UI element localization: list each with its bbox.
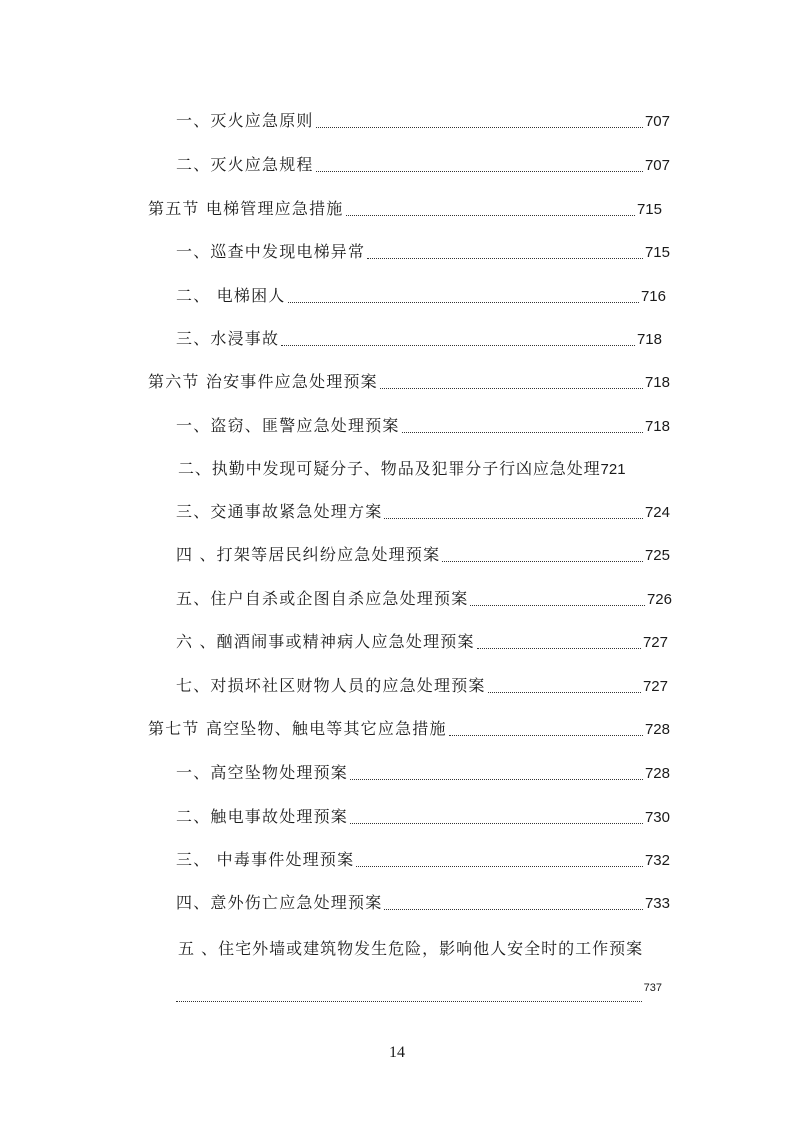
toc-entry-label: 五 、住宅外墙或建筑物发生危险，影响他人安全时的工作预案 xyxy=(178,939,644,958)
toc-entry-page: 725 xyxy=(644,547,670,564)
dot-leader xyxy=(488,691,641,693)
toc-entry-page: 730 xyxy=(644,809,670,826)
toc-entry-page: 718 xyxy=(636,331,662,348)
dot-leader xyxy=(316,126,643,128)
toc-entry-17[interactable] xyxy=(178,936,680,962)
dot-leader xyxy=(288,301,639,303)
dot-leader xyxy=(281,344,635,346)
toc-entry-page: 715 xyxy=(636,201,662,218)
dot-leader xyxy=(176,1000,642,1002)
toc-entry-17-continuation[interactable] xyxy=(176,982,662,1008)
dot-leader xyxy=(350,822,643,824)
toc-entry-14[interactable] xyxy=(176,804,670,830)
toc-entry-5[interactable] xyxy=(176,326,662,352)
dot-leader xyxy=(316,170,643,172)
toc-entry-label: 二、触电事故处理预案 xyxy=(176,807,349,826)
toc-entry-label: 四、意外伤亡应急处理预案 xyxy=(176,893,383,912)
toc-entry-16[interactable] xyxy=(176,890,670,916)
toc-entry-4[interactable] xyxy=(176,283,666,309)
toc-entry-label: 二、执勤中发现可疑分子、物品及犯罪分子行凶应急处理 xyxy=(178,459,601,478)
toc-entry-12[interactable] xyxy=(176,673,668,699)
toc-entry-3[interactable] xyxy=(176,239,670,265)
toc-entry-9[interactable] xyxy=(176,542,670,568)
toc-entry-2[interactable] xyxy=(176,152,670,178)
toc-entry-label: 一、巡查中发现电梯异常 xyxy=(176,242,366,261)
dot-leader xyxy=(380,387,643,389)
toc-entry-label: 三、 中毒事件处理预案 xyxy=(176,850,355,869)
toc-section-7[interactable] xyxy=(148,716,670,742)
toc-entry-page: 732 xyxy=(644,852,670,869)
dot-leader xyxy=(384,517,643,519)
toc-entry-page: 721 xyxy=(600,461,626,478)
toc-entry-label: 三、交通事故紧急处理方案 xyxy=(176,502,383,521)
toc-entry-page: 718 xyxy=(644,374,670,391)
toc-entry-page: 724 xyxy=(644,504,670,521)
dot-leader xyxy=(470,604,645,606)
toc-entry-label: 第六节 治安事件应急处理预案 xyxy=(148,372,378,391)
dot-leader xyxy=(367,257,643,259)
toc-entry-label: 一、盗窃、匪警应急处理预案 xyxy=(176,416,400,435)
toc-entry-7[interactable] xyxy=(178,456,676,482)
dot-leader xyxy=(356,865,643,867)
toc-entry-page: 733 xyxy=(644,895,670,912)
toc-entry-page: 707 xyxy=(644,157,670,174)
toc-entry-label: 二、灭火应急规程 xyxy=(176,155,314,174)
dot-leader xyxy=(346,214,635,216)
dot-leader xyxy=(449,734,643,736)
toc-entry-label: 七、对损坏社区财物人员的应急处理预案 xyxy=(176,676,486,695)
toc-entry-label: 三、水浸事故 xyxy=(176,329,280,348)
dot-leader xyxy=(384,908,643,910)
toc-entry-label: 第七节 高空坠物、触电等其它应急措施 xyxy=(148,719,447,738)
toc-entry-label: 六 、酗酒闹事或精神病人应急处理预案 xyxy=(176,632,475,651)
dot-leader xyxy=(350,778,643,780)
toc-section-5[interactable] xyxy=(148,196,662,222)
toc-entry-13[interactable] xyxy=(176,760,670,786)
toc-entry-page: 727 xyxy=(642,634,668,651)
toc-entry-label: 五、住户自杀或企图自杀应急处理预案 xyxy=(176,589,469,608)
toc-entry-1[interactable] xyxy=(176,108,670,134)
toc-entry-page: 728 xyxy=(644,721,670,738)
toc-entry-label: 一、高空坠物处理预案 xyxy=(176,763,349,782)
toc-entry-11[interactable] xyxy=(176,629,668,655)
toc-entry-10[interactable] xyxy=(176,586,672,612)
toc-section-6[interactable] xyxy=(148,369,670,395)
toc-entry-page: 737 xyxy=(643,982,662,994)
toc-entry-15[interactable] xyxy=(176,847,670,873)
toc-entry-6[interactable] xyxy=(176,413,670,439)
page-number: 14 xyxy=(389,1044,405,1061)
toc-entry-page: 728 xyxy=(644,765,670,782)
toc-entry-page: 716 xyxy=(640,288,666,305)
toc-entry-label: 第五节 电梯管理应急措施 xyxy=(148,199,344,218)
toc-entry-page: 727 xyxy=(642,678,668,695)
toc-entry-page: 715 xyxy=(644,244,670,261)
dot-leader xyxy=(402,431,643,433)
toc-entry-page: 726 xyxy=(646,591,672,608)
toc-entry-label: 二、 电梯困人 xyxy=(176,286,286,305)
dot-leader xyxy=(477,647,641,649)
toc-entry-page: 707 xyxy=(644,113,670,130)
toc-entry-8[interactable] xyxy=(176,499,670,525)
toc-entry-page: 718 xyxy=(644,418,670,435)
toc-entry-label: 四 、打架等居民纠纷应急处理预案 xyxy=(176,545,441,564)
dot-leader xyxy=(442,560,643,562)
toc-entry-label: 一、灭火应急原则 xyxy=(176,111,314,130)
